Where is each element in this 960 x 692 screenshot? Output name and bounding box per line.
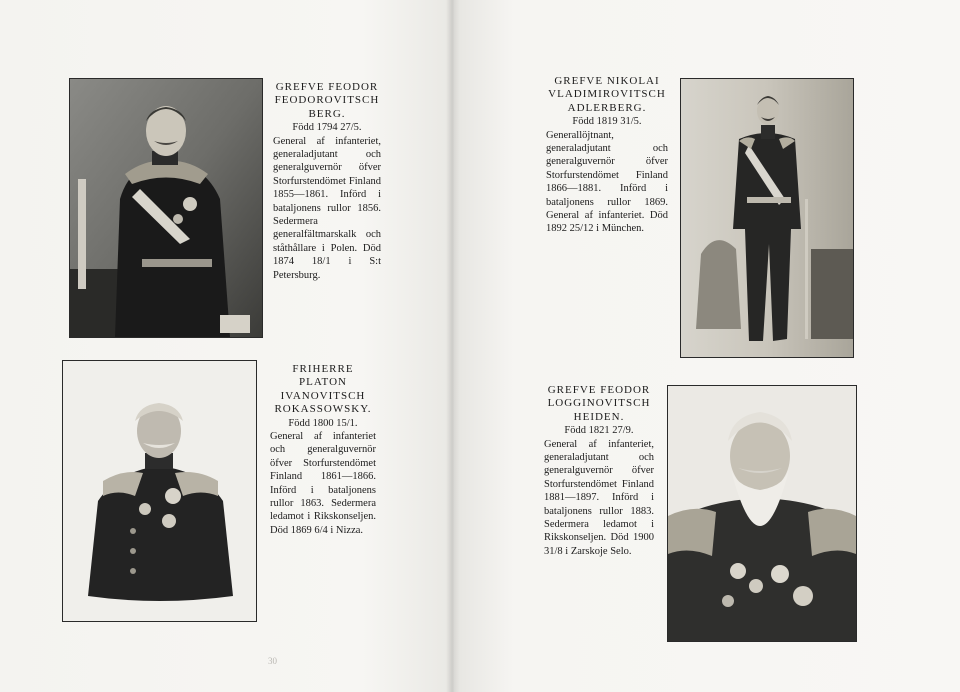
caption-title: GREFVE NIKOLAI VLADIMIROVITSCH ADLERBERG. <box>548 75 666 114</box>
caption-born: Född 1819 31/5. <box>572 116 642 128</box>
caption-body: General af infanteriet och generalguvernör öfver Storfurstendömet Finland 1861—1866. Införd i bataljonens rullor 1863. Sedermera ledamot i Rikskonseljen. Död 1869 6/4 i Nizza. <box>270 431 376 536</box>
caption-title: GREFVE FEODOR FEODOROVITSCH BERG. <box>274 81 380 120</box>
portrait-photo-adlerberg <box>680 78 854 358</box>
caption-rokassowsky <box>270 363 376 537</box>
portrait-photo-heiden <box>667 385 857 642</box>
caption-born: Född 1794 27/5. <box>292 122 362 134</box>
portrait-photo-berg <box>69 78 263 338</box>
caption-body: General af infanteriet, generaladjutant och generalguvernör öfver Storfurstendömet Finland 1855—1861. Införd i bataljonens rullor 1856. Sedermera generalfältmarskalk och ståthållare i Polen. Död 1874 18/1 i S:t Petersburg. <box>273 135 381 281</box>
caption-heiden <box>544 384 654 558</box>
page-number: 30 <box>268 656 277 666</box>
book-gutter <box>446 0 460 692</box>
caption-born: Född 1821 27/9. <box>564 425 634 437</box>
caption-body: General af infanteriet, generaladjutant och generalguvernör öfver Storfurstendömet Finland 1881—1897. Införd i bataljonens rullor 1883. Sedermera ledamot i Rikskonseljen. Död 1900 31/8 i Zarskoje Selo. <box>544 438 654 557</box>
caption-title: FRIHERRE PLATON IVANOVITSCH ROKASSOWSKY. <box>274 363 372 416</box>
portrait-photo-rokassowsky <box>62 360 257 622</box>
caption-body: Generallöjtnant, generaladjutant och generalguvernör öfver Storfurstendömet Finland 1866—1881. Införd i bataljonens rullor 1869. General af infanteriet. Död 1892 25/12 i München. <box>546 129 668 235</box>
caption-born: Född 1800 15/1. <box>288 417 358 429</box>
caption-berg <box>273 81 381 282</box>
caption-title: GREFVE FEODOR LOGGINOVITSCH HEIDEN. <box>547 384 651 423</box>
caption-adlerberg <box>546 75 668 236</box>
